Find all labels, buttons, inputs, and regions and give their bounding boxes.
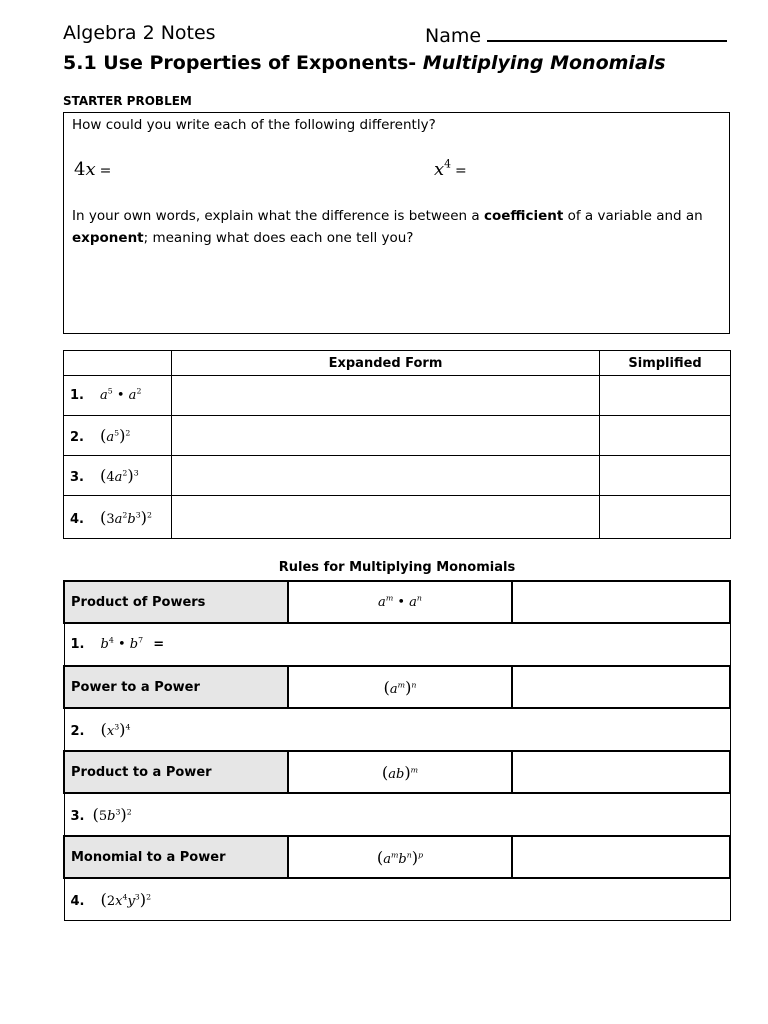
example-row (64, 623, 730, 666)
rule-formula: $(a^m)^n$ (288, 666, 512, 708)
lesson-topic: Multiplying Monomials (422, 52, 666, 74)
expanded-cell[interactable] (171, 456, 599, 496)
row-number: 3. (70, 470, 84, 485)
rule-row (64, 751, 730, 793)
example-number: 1. (70, 637, 85, 652)
lesson-title: 5.1 Use Properties of Exponents- Multiplying Monomials (63, 52, 666, 74)
rule-row (64, 581, 730, 623)
name-label: Name (425, 25, 482, 47)
example-row (64, 878, 730, 921)
header-blank (64, 351, 172, 376)
simplified-cell[interactable] (600, 376, 731, 416)
simplified-cell[interactable] (600, 416, 731, 456)
header-simplified: Simplified (600, 351, 731, 376)
rule-formula: (ab)$^m$ (288, 751, 512, 793)
row-number: 2. (70, 430, 84, 445)
expanded-cell[interactable] (171, 416, 599, 456)
example-row (64, 708, 730, 751)
rules-title: Rules for Multiplying Monomials (278, 560, 516, 575)
simplified-cell[interactable] (600, 456, 731, 496)
example-expr: $b^4$ • $b^7$ = (100, 635, 165, 652)
table-row (64, 376, 731, 416)
rule-answer-cell[interactable] (512, 836, 730, 878)
starter-label: STARTER PROBLEM (63, 94, 192, 108)
example-number: 3. (70, 809, 85, 824)
starter-question: How could you write each of the following differently? (72, 117, 436, 133)
expr-4x: 4x = (74, 159, 112, 180)
example-expr: $(2x^4y^3)^2$ (100, 890, 152, 909)
rule-row (64, 666, 730, 708)
expanded-cell[interactable] (171, 376, 599, 416)
simplified-cell[interactable] (600, 496, 731, 539)
table-header-row (64, 351, 731, 376)
example-row (64, 793, 730, 836)
course-title: Algebra 2 Notes (63, 22, 216, 44)
rule-name: Product to a Power (64, 751, 288, 793)
rules-table (63, 580, 731, 921)
example-expr: $(5b^3)^2$ (92, 805, 132, 824)
expanded-cell[interactable] (171, 496, 599, 539)
name-field[interactable] (425, 22, 727, 47)
example-expr: $(x^3)^4$ (100, 720, 131, 739)
table-row (64, 496, 731, 539)
rule-name: Product of Powers (64, 581, 288, 623)
expr-4a2-cubed: $(4a^2)^3$ (100, 466, 139, 485)
expanded-form-table (63, 350, 731, 539)
rule-row (64, 836, 730, 878)
table-row (64, 456, 731, 496)
expr-x4: $x^4$ = (434, 157, 467, 180)
header-expanded: Expanded Form (171, 351, 599, 376)
rule-answer-cell[interactable] (512, 751, 730, 793)
name-line[interactable] (487, 22, 727, 42)
rule-name: Monomial to a Power (64, 836, 288, 878)
table-row (64, 416, 731, 456)
row-number: 4. (70, 511, 84, 527)
rule-answer-cell[interactable] (512, 581, 730, 623)
example-number: 2. (70, 724, 85, 739)
rule-name: Power to a Power (64, 666, 288, 708)
expr-a5-squared: $(a^5)^2$ (100, 426, 131, 445)
expr-a5-times-a2: $a^5$ • $a^2$ (100, 386, 142, 403)
example-number: 4. (70, 894, 85, 909)
expr-3a2b3-squared: $(3a^2b^3)^2$ (100, 507, 152, 527)
rule-formula: $(a^mb^n)^p$ (288, 836, 512, 878)
rule-answer-cell[interactable] (512, 666, 730, 708)
row-number: 1. (70, 388, 84, 403)
starter-explanation: In your own words, explain what the difference is between a coefficient of a variable and an exponent; meaning what does each one tell you? (72, 208, 703, 246)
starter-box (63, 112, 730, 334)
rule-formula: $a^m$ • $a^n$ (288, 581, 512, 623)
